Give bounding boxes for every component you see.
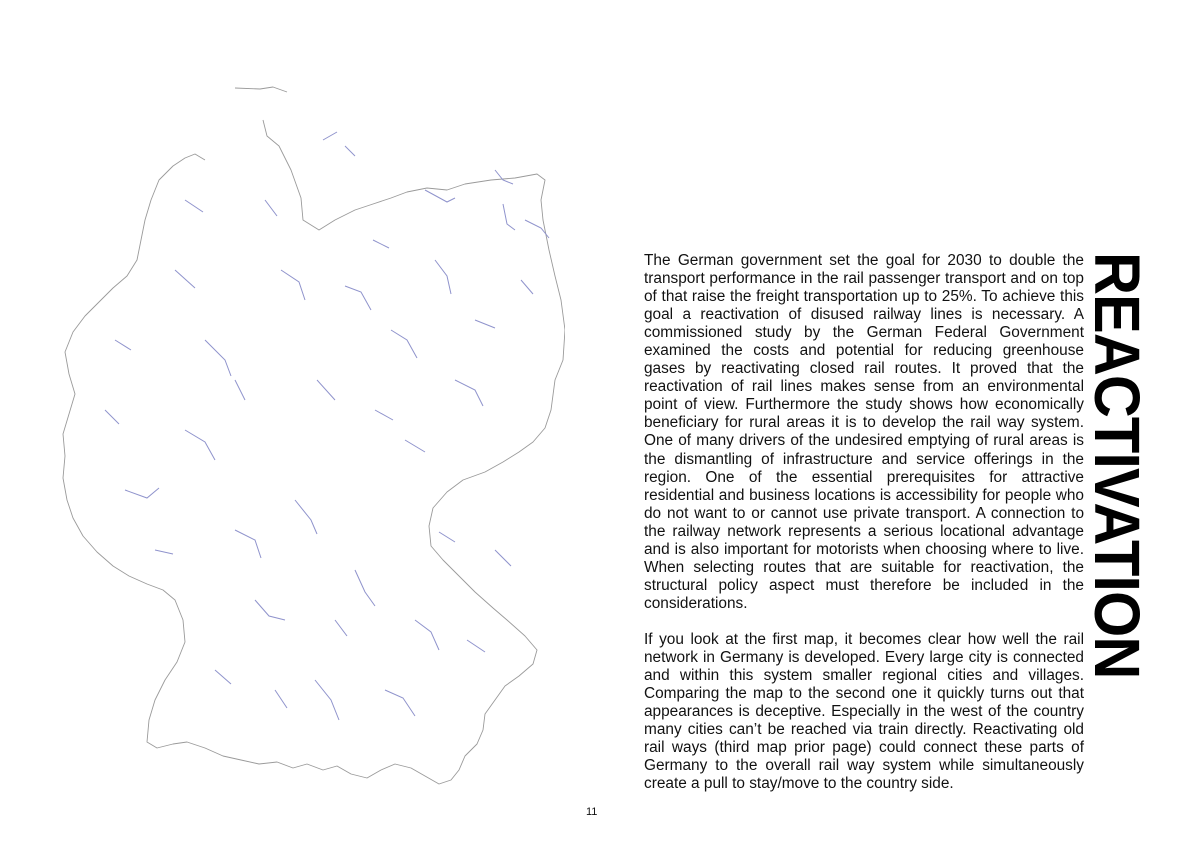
paragraph-2: If you look at the first map, it becomes clear how well the rail network in Germany is developed. Every large city is connected and within this system smaller regional cities and villages. Comparing the map to the second one it quickly turns out that appearances is deceptive. Especially in the west of the country many cities can’t be reached via train directly. Reactivating old rail ways (third map prior page) could connect these parts of Germany to the overall rail way system while simultaneously create a pull to stay/move to the country side. [644, 630, 1084, 793]
map-svg [55, 80, 565, 790]
page-title [1081, 252, 1153, 794]
body-text [644, 252, 1084, 793]
germany-rail-map [55, 80, 565, 790]
paragraph-1: The German government set the goal for 2030 to double the transport performance in the rail passenger transport and on top of that raise the freight transportation up to 25%. To achieve this goal a reactivation of disused railway lines is necessary. A commissioned study by the German Federal Government examined the costs and potential for reducing greenhouse gases by reactivating closed rail routes. It proved that the reactivation of rail lines makes sense from an environmental point of view. Furthermore the study shows how economically beneficiary for rural areas it is to develop the rail way system. One of many drivers of the undesired emptying of rural areas is the dismantling of infrastructure and service offerings in the region. One of the essential prerequisites for attractive residential and business locations is accessibility for people who do not want to or cannot use private transport. A connection to the railway network represents a serious locational advantage and is also important for motorists when choosing where to live. When selecting routes that are suitable for reactivation, the structural policy aspect must therefore be included in the considerations. [644, 252, 1084, 612]
page-number: 11 [586, 806, 598, 818]
rail-segments [105, 132, 549, 720]
country-outline [63, 87, 565, 784]
page-title-text: REACTIVATION [1081, 252, 1153, 679]
